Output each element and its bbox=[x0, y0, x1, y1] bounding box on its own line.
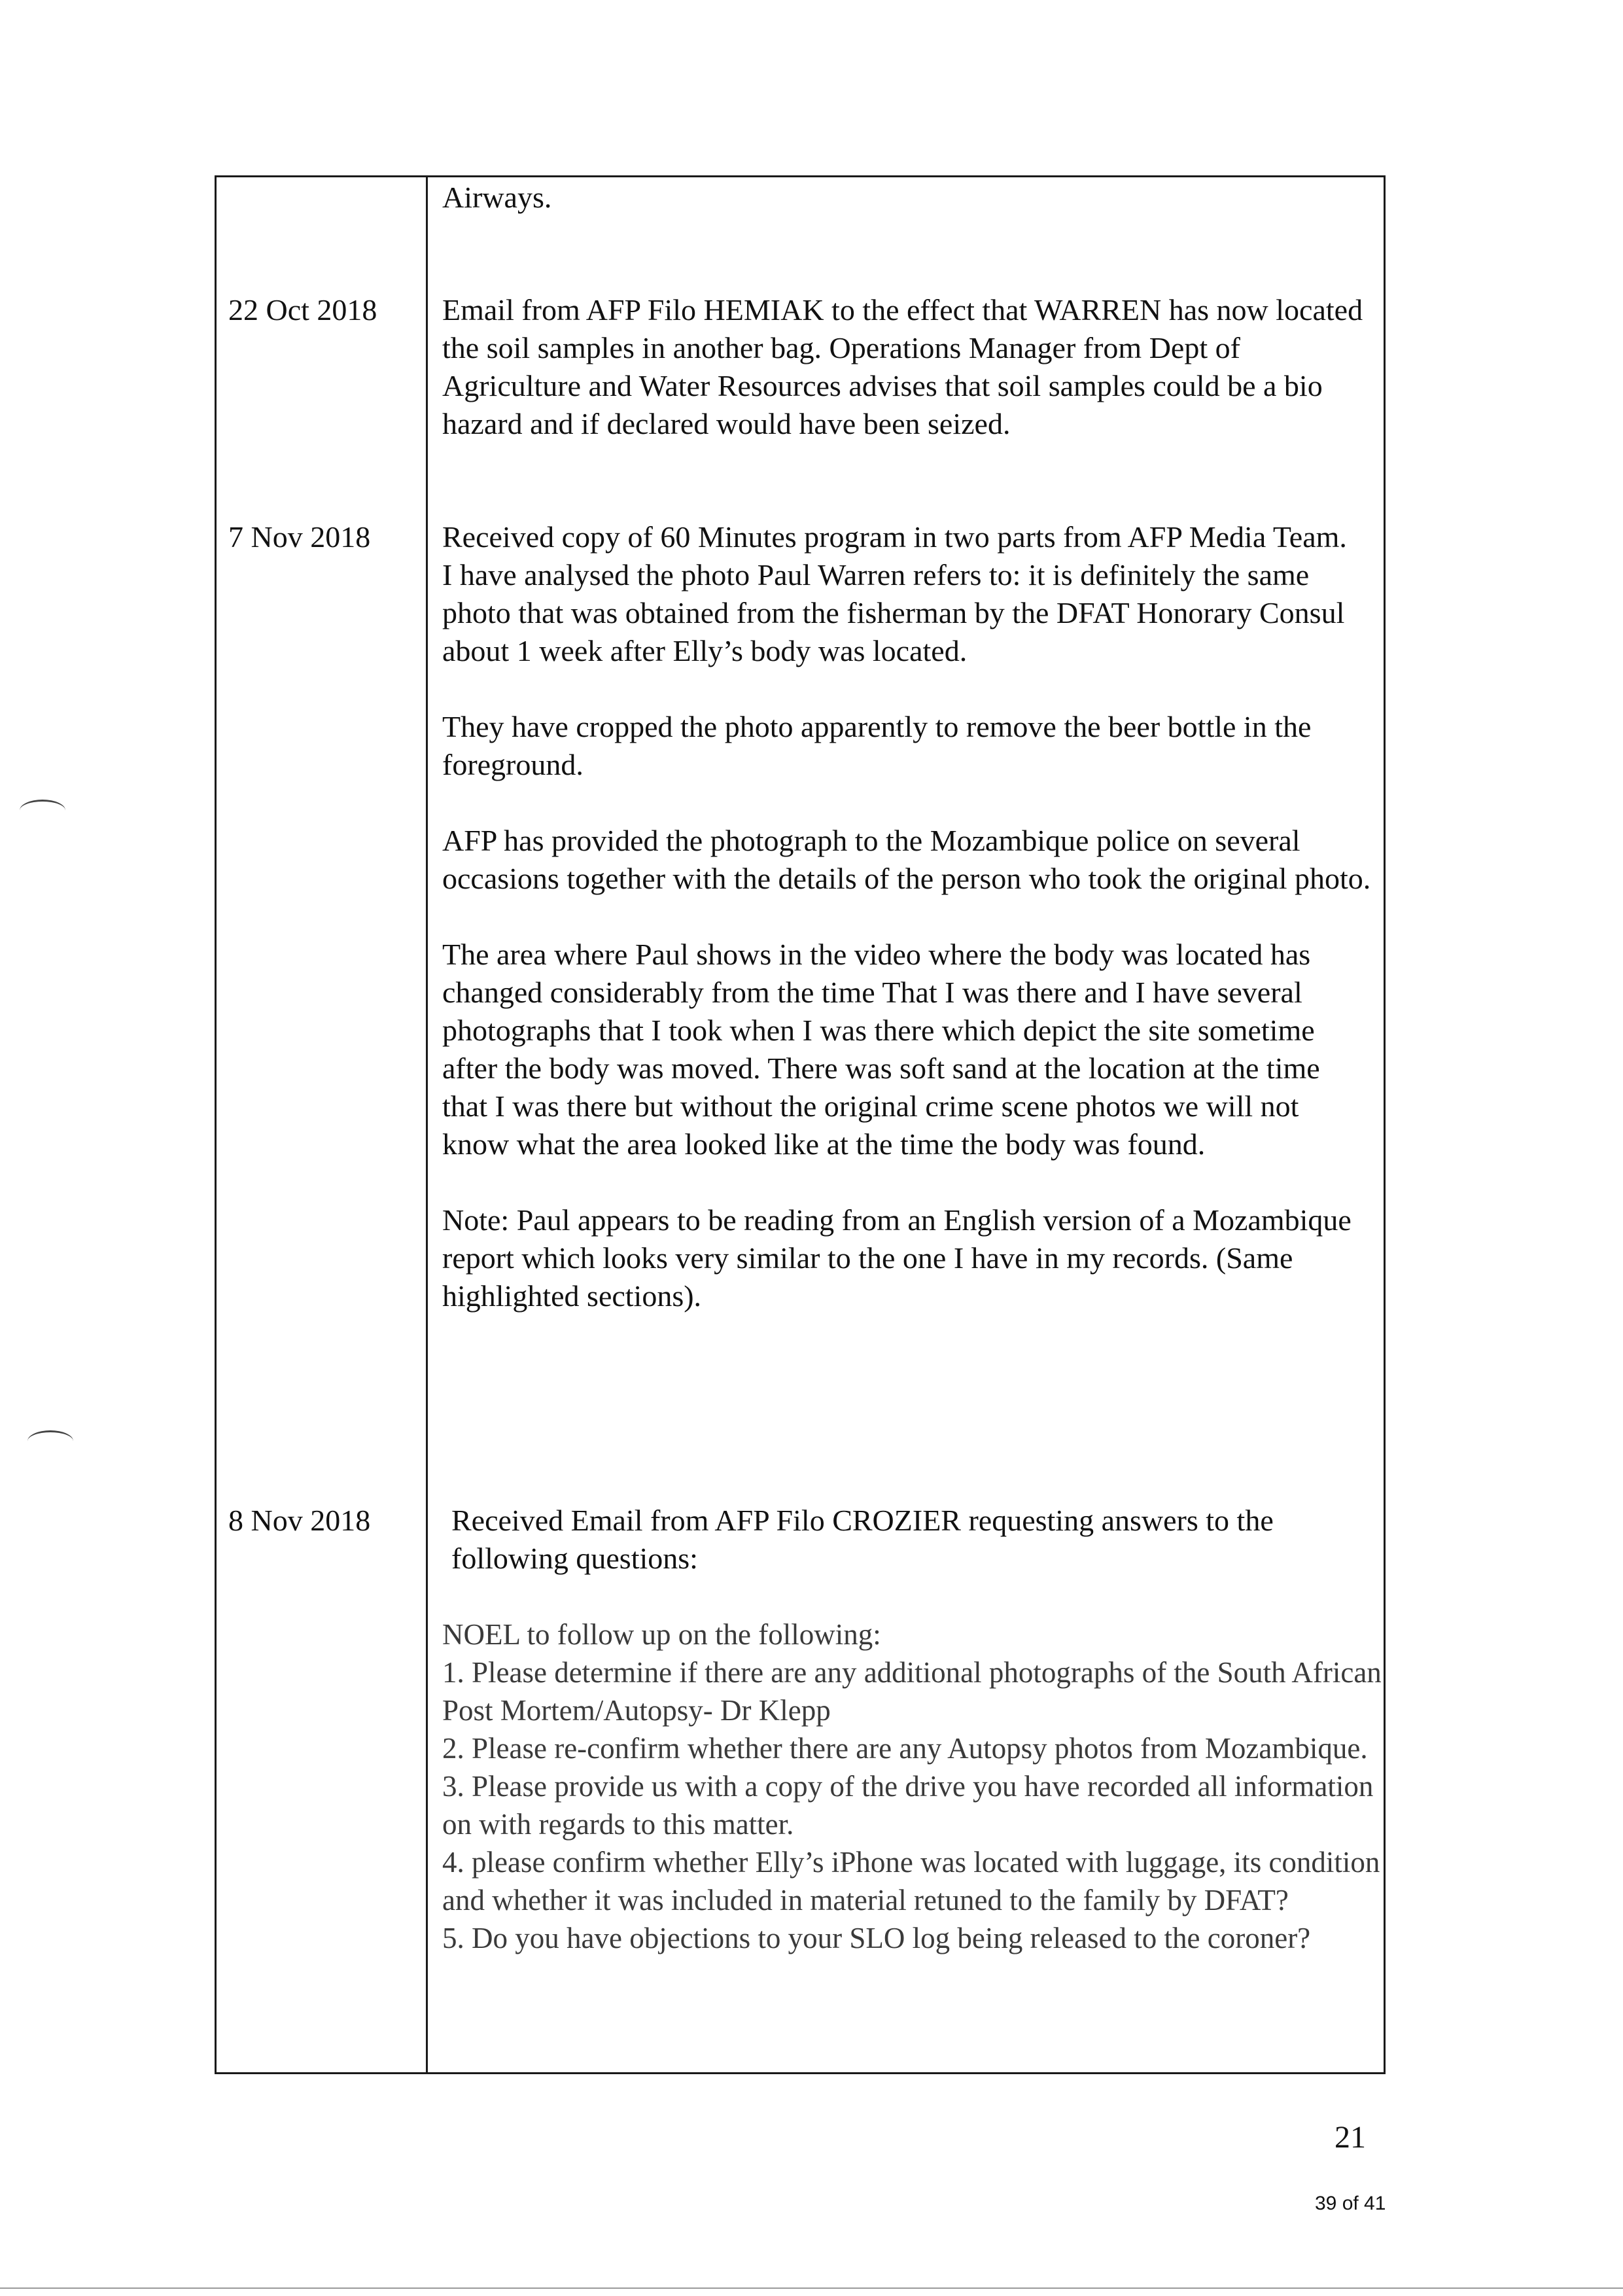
entry-text: Note: Paul appears to be reading from an English version of a Mozambique report which looks very similar to the one I have in my records. (Same highlighted sections). bbox=[442, 1203, 1352, 1313]
entry-date: 8 Nov 2018 bbox=[228, 1504, 371, 1537]
entry-date: 22 Oct 2018 bbox=[228, 293, 377, 327]
scan-mark bbox=[20, 800, 65, 821]
entry-text: Airways. bbox=[442, 181, 552, 214]
email-questions bbox=[442, 1616, 1384, 1957]
email-line: 2. Please re-confirm whether there are any Autopsy photos from Mozambique. bbox=[442, 1732, 1368, 1765]
email-line: 5. Do you have objections to your SLO log being released to the coroner? bbox=[442, 1922, 1311, 1954]
email-line: 4. please confirm whether Elly’s iPhone was located with luggage, its condition and whether it was included in material retuned to the family by DFAT? bbox=[442, 1846, 1380, 1916]
entry-text: I have analysed the photo Paul Warren refers to: it is definitely the same photo that was obtained from the fisherman by the DFAT Honorary Consul about 1 week after Elly’s body was located. bbox=[442, 558, 1345, 667]
entry-8-nov-2018 bbox=[442, 1502, 1371, 1578]
entry-text: Email from AFP Filo HEMIAK to the effect that WARREN has now located the soil samples in another bag. Operations Manager from Dept of Agriculture and Water Resources advises that soil samples could be a bio hazard and if declared would have been seized. bbox=[442, 293, 1363, 440]
email-line: NOEL to follow up on the following: bbox=[442, 1618, 881, 1651]
page-count: 39 of 41 bbox=[1315, 2193, 1386, 2214]
scan-mark bbox=[27, 1430, 73, 1452]
entry-date: 7 Nov 2018 bbox=[228, 520, 371, 554]
entry-7-nov-2018 bbox=[442, 518, 1371, 1315]
page-number: 21 bbox=[1335, 2120, 1366, 2155]
entry-text: The area where Paul shows in the video where the body was located has changed considerably from the time That I was there and I have several photographs that I took when I was there which depict the site sometime after the body was moved. There was soft sand at the location at the time that I was there but without the original crime scene photos we will not know what the area looked like at the time the body was found. bbox=[442, 938, 1320, 1161]
bottom-rule bbox=[0, 2287, 1623, 2289]
column-divider bbox=[426, 177, 428, 2072]
entry-text: Received Email from AFP Filo CROZIER requesting answers to the following questions: bbox=[451, 1504, 1274, 1575]
entry-22-oct-2018 bbox=[442, 291, 1371, 443]
log-table bbox=[215, 175, 1386, 2074]
entry-text: Received copy of 60 Minutes program in two parts from AFP Media Team. bbox=[442, 520, 1347, 554]
entry-text: They have cropped the photo apparently to remove the beer bottle in the foreground. bbox=[442, 710, 1312, 781]
email-line: 1. Please determine if there are any additional photographs of the South African Post Mortem/Autopsy- Dr Klepp bbox=[442, 1656, 1382, 1727]
entry-continuation bbox=[442, 179, 1371, 217]
email-line: 3. Please provide us with a copy of the drive you have recorded all information on with regards to this matter. bbox=[442, 1770, 1374, 1841]
entry-text: AFP has provided the photograph to the Mozambique police on several occasions together with the details of the person who took the original photo. bbox=[442, 824, 1371, 895]
